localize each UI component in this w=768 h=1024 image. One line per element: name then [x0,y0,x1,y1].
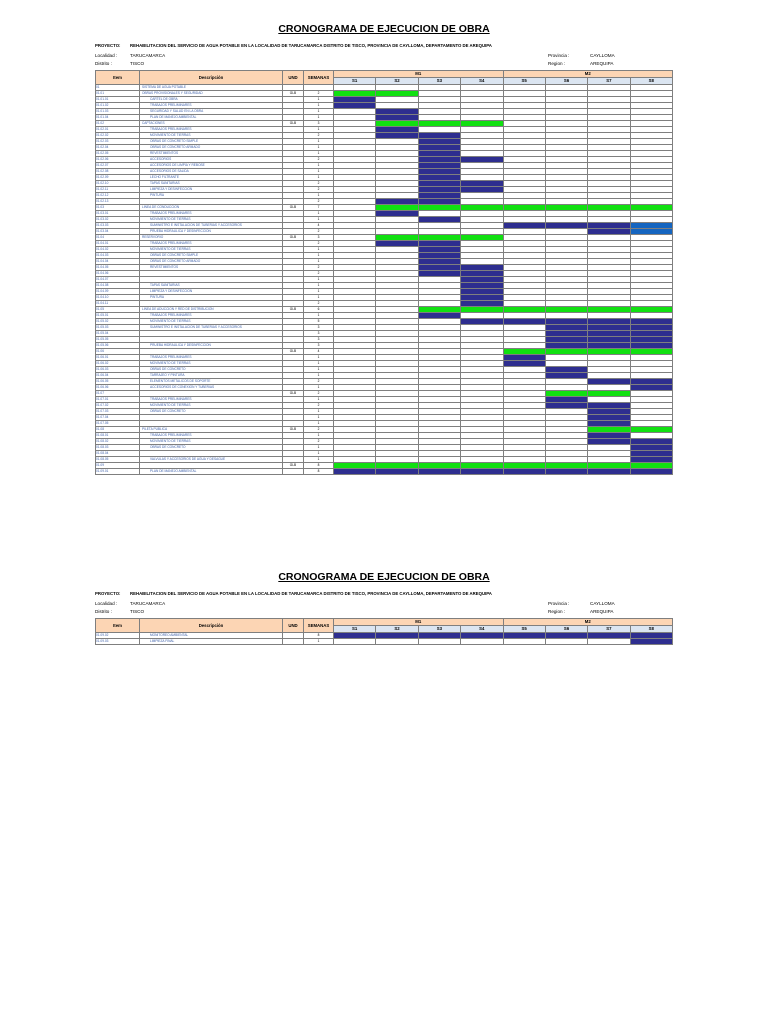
task-item-code: 01.06.05 [96,379,140,385]
task-item-code: 01.05.04 [96,331,140,337]
task-item-code: 01.08.05 [96,457,140,463]
task-unit: GLB [283,91,304,97]
task-description: TAPAS SANITARIAS [140,283,283,289]
task-description: CARTEL DE OBRA [140,97,283,103]
week-header: S2 [376,626,418,633]
task-unit: GLB [283,205,304,211]
task-weeks: 3 [304,325,334,331]
task-description: TRABAJOS PRELIMINARES [140,433,283,439]
task-item-code: 01.05.02 [96,319,140,325]
task-weeks: 1 [304,367,334,373]
header-m1: M1 [334,71,504,78]
task-unit: GLB [283,463,304,469]
task-item-code: 01.09 [96,463,140,469]
week-cell [503,639,545,645]
task-description: SEGURIDAD Y SALUD EN LA OBRA [140,109,283,115]
header-semanas: SEMANAS [304,71,334,85]
localidad-label: Localidad : [95,601,118,606]
task-weeks: 1 [304,163,334,169]
task-description: MONITOREO AMBIENTAL [140,633,283,639]
task-weeks: 1 [304,373,334,379]
project-line [95,588,673,600]
task-description: ACCESORIOS DE SALIDA [140,169,283,175]
task-weeks: 1 [304,397,334,403]
task-weeks: 1 [304,361,334,367]
task-weeks: 2 [304,439,334,445]
task-description: TAPAS SANITARIAS [140,181,283,187]
task-item-code: 01.01.01 [96,97,140,103]
header-item: Item [96,619,140,633]
week-cell [461,639,503,645]
task-description: PINTURA [140,295,283,301]
task-weeks: 2 [304,265,334,271]
task-item-code: 01.02.04 [96,145,140,151]
task-description: ACCESORIOS DE LIMPIA Y REBOSE [140,163,283,169]
task-weeks: 1 [304,253,334,259]
localidad-value: TARUCAMARCA [130,601,166,606]
document-title: CRONOGRAMA DE EJECUCION DE OBRA [278,23,490,35]
task-item-code: 01.02.05 [96,151,140,157]
task-item-code: 01.04.04 [96,259,140,265]
task-weeks: 1 [304,127,334,133]
gantt-bar [545,469,587,475]
task-weeks: 1 [304,409,334,415]
task-weeks: 1 [304,355,334,361]
localidad-line [95,52,673,60]
task-weeks: 1 [304,457,334,463]
task-weeks: 1 [304,115,334,121]
week-header: S1 [334,78,376,85]
region-value: AREQUIPA [590,609,614,614]
task-weeks: 2 [304,187,334,193]
task-description: PRUEBA HIDRAULICA Y DESINFECCION [140,229,283,235]
week-header: S4 [461,626,503,633]
task-description: REVESTIMIENTOS [140,151,283,157]
task-weeks: 2 [304,391,334,397]
task-description: LIMPIEZA Y DESINFECCION [140,187,283,193]
task-item-code: 01.07.02 [96,403,140,409]
week-header: S7 [588,626,630,633]
task-item-code: 01.07 [96,391,140,397]
gantt-bar [418,469,460,475]
task-weeks: 1 [304,277,334,283]
task-weeks: 1 [304,259,334,265]
task-weeks: 6 [304,307,334,313]
task-item-code: 01.09.02 [96,633,140,639]
task-description: OBRAS DE CONCRETO SIMPLE [140,139,283,145]
task-item-code: 01.08 [96,427,140,433]
week-header: S3 [418,78,460,85]
provincia-value: CAYLLOMA [590,53,615,58]
task-description: TRABAJOS PRELIMINARES [140,103,283,109]
gantt-bar [461,469,503,475]
task-description: SISTEMA DE AGUA POTABLE [140,85,283,91]
task-item-code: 01.02.07 [96,163,140,169]
task-description: PRUEBA HIDRAULICA Y DESINFECCION [140,343,283,349]
task-description: OBRAS DE CONCRETO [140,409,283,415]
task-description: ELEMENTOS METALICOS DE SOPORTE [140,379,283,385]
task-weeks: 2 [304,181,334,187]
task-description: OBRAS DE CONCRETO ARMADO [140,259,283,265]
task-weeks: 2 [304,241,334,247]
task-weeks: 1 [304,433,334,439]
task-weeks: 2 [304,427,334,433]
week-header: S4 [461,78,503,85]
task-item-code: 01.02.02 [96,133,140,139]
task-weeks: 1 [304,145,334,151]
task-unit: GLB [283,307,304,313]
task-weeks: 4 [304,349,334,355]
header-m2: M2 [503,619,673,626]
week-header: S6 [545,78,587,85]
task-weeks: 1 [304,217,334,223]
task-description: LIMPIEZA Y DESINFECCION [140,289,283,295]
task-item-code: 01.02.06 [96,157,140,163]
task-item-code: 01.06.06 [96,385,140,391]
task-item-code: 01.06 [96,349,140,355]
task-description: RESERVORIO [140,235,283,241]
schedule-sheet-2 [95,570,673,645]
task-item-code: 01.03.04 [96,229,140,235]
task-weeks: 2 [304,271,334,277]
task-item-code: 01.05.03 [96,325,140,331]
task-unit: GLB [283,121,304,127]
task-item-code: 01.01.04 [96,115,140,121]
header-description: Descripción [140,71,283,85]
task-description: PILETA PUBLICA [140,427,283,433]
task-item-code: 01.08.04 [96,451,140,457]
task-item-code: 01.07.04 [96,415,140,421]
provincia-value: CAYLLOMA [590,601,615,606]
week-header: S1 [334,626,376,633]
distrito-label: Distrito : [95,61,112,66]
task-description: OBRAS DE CONCRETO ARMADO [140,145,283,151]
localidad-value: TARUCAMARCA [130,53,166,58]
task-item-code: 01.02.11 [96,187,140,193]
task-item-code: 01.04.06 [96,271,140,277]
task-description: MOVIMIENTO DE TIERRAS [140,439,283,445]
task-item-code: 01.04.01 [96,241,140,247]
project-value: REHABILITACION DEL SERVICIO DE AGUA POTABLE EN LA LOCALIDAD DE TARUCAMARCA DISTRITO DE TISCO, PROVINCIA DE CAYLLOMA, DEPARTAMENTO DE AREQUIPA [130,43,492,48]
task-description: MOVIMIENTO DE TIERRAS [140,361,283,367]
task-item-code: 01.08.01 [96,433,140,439]
task-unit: GLB [283,235,304,241]
gantt-bar [503,469,545,475]
document-title: CRONOGRAMA DE EJECUCION DE OBRA [278,571,490,583]
task-weeks: 1 [304,451,334,457]
task-item-code: 01.01.03 [96,109,140,115]
task-weeks: 2 [304,379,334,385]
task-item-code: 01.02.08 [96,169,140,175]
task-unit: GLB [283,349,304,355]
task-description: ACCESORIOS [140,157,283,163]
task-description: MOVIMIENTO DE TIERRAS [140,217,283,223]
region-value: AREQUIPA [590,61,614,66]
task-unit [283,469,304,475]
task-item-code: 01.02 [96,121,140,127]
week-header: S5 [503,626,545,633]
localidad-label: Localidad : [95,53,118,58]
header-description: Descripción [140,619,283,633]
task-unit: GLB [283,391,304,397]
task-weeks: 3 [304,235,334,241]
task-description: TRABAJOS PRELIMINARES [140,397,283,403]
project-value: REHABILITACION DEL SERVICIO DE AGUA POTABLE EN LA LOCALIDAD DE TARUCAMARCA DISTRITO DE TISCO, PROVINCIA DE CAYLLOMA, DEPARTAMENTO DE AREQUIPA [130,591,492,596]
task-item-code: 01.04.11 [96,301,140,307]
header-und: UND [283,619,304,633]
task-weeks: 2 [304,199,334,205]
week-header: S8 [630,626,672,633]
task-description: OBRAS DE CONCRETO SIMPLE [140,253,283,259]
task-item-code: 01 [96,85,140,91]
task-item-code: 01.05.05 [96,337,140,343]
task-weeks: 3 [304,343,334,349]
task-unit [283,639,304,645]
task-description: PINTURA [140,193,283,199]
task-description: MOVIMIENTO DE TIERRAS [140,247,283,253]
header-row [96,71,673,78]
task-weeks: 8 [304,633,334,639]
task-item-code: 01.04.09 [96,289,140,295]
task-weeks: 1 [304,139,334,145]
task-description: REVESTIMIENTOS [140,265,283,271]
task-weeks: 2 [304,91,334,97]
gantt-body [96,619,673,645]
task-description: TARRAJEO Y PINTURA [140,373,283,379]
task-weeks: 1 [304,295,334,301]
distrito-line [95,608,673,616]
task-item-code: 01.08.03 [96,445,140,451]
task-weeks: 1 [304,415,334,421]
task-description: SUMINISTRO E INSTALACION DE TUBERIAS Y ACCESORIOS [140,223,283,229]
task-item-code: 01.07.03 [96,409,140,415]
task-item-code: 01.03.03 [96,223,140,229]
task-item-code: 01.09.03 [96,639,140,645]
task-weeks: 8 [304,463,334,469]
task-weeks: 1 [304,193,334,199]
task-item-code: 01.06.01 [96,355,140,361]
task-weeks: 2 [304,157,334,163]
task-weeks: 8 [304,469,334,475]
task-weeks: 1 [304,211,334,217]
task-weeks: 1 [304,639,334,645]
project-label: PROYECTO: [95,591,121,596]
gantt-table [95,70,673,475]
header-row [96,619,673,626]
task-item-code: 01.02.03 [96,139,140,145]
schedule-sheet-1 [95,22,673,475]
task-item-code: 01.04.02 [96,247,140,253]
header-item: Item [96,71,140,85]
task-description: LINEA DE CONDUCCION [140,205,283,211]
week-cell [588,639,630,645]
week-header: S3 [418,626,460,633]
project-label: PROYECTO: [95,43,121,48]
task-description: LECHO FILTRANTE [140,175,283,181]
task-weeks: 1 [304,97,334,103]
task-weeks: 1 [304,151,334,157]
gantt-bar [630,639,672,645]
task-item-code: 01.02.09 [96,175,140,181]
task-item-code: 01.05.06 [96,343,140,349]
task-item-code: 01.02.10 [96,181,140,187]
task-item-code: 01.06.03 [96,367,140,373]
task-unit: GLB [283,427,304,433]
table-row [96,469,673,475]
week-cell [334,639,376,645]
task-item-code: 01.03.02 [96,217,140,223]
task-item-code: 01.04.07 [96,277,140,283]
task-item-code: 01.04 [96,235,140,241]
task-weeks: 5 [304,319,334,325]
task-weeks: 2 [304,301,334,307]
task-description: MOVIMIENTO DE TIERRAS [140,319,283,325]
task-description: TRABAJOS PRELIMINARES [140,127,283,133]
task-description: CAPTACIONES [140,121,283,127]
week-header: S7 [588,78,630,85]
table-row [96,639,673,645]
gantt-bar [588,469,630,475]
task-description: OBRAS DE CONCRETO [140,445,283,451]
task-item-code: 01.05.01 [96,313,140,319]
task-description: TRABAJOS PRELIMINARES [140,211,283,217]
task-item-code: 01.07.01 [96,397,140,403]
task-description: OBRAS PROVISIONALES Y SEGURIDAD [140,91,283,97]
provincia-label: Provincia : [548,53,570,58]
task-item-code: 01.02.13 [96,199,140,205]
task-description: LINEA DE ADUCCION Y RED DE DISTRIBUCION [140,307,283,313]
gantt-table [95,618,673,645]
task-item-code: 01.03 [96,205,140,211]
task-item-code: 01.04.05 [96,265,140,271]
task-weeks: 1 [304,247,334,253]
distrito-value: TISCO [130,61,145,66]
task-item-code: 01.06.02 [96,361,140,367]
task-weeks: 2 [304,229,334,235]
task-weeks: 4 [304,223,334,229]
task-item-code: 01.07.05 [96,421,140,427]
distrito-value: TISCO [130,609,145,614]
task-weeks: 3 [304,121,334,127]
task-item-code: 01.06.04 [96,373,140,379]
task-item-code: 01.03.01 [96,211,140,217]
task-item-code: 01.09.01 [96,469,140,475]
task-weeks: 1 [304,445,334,451]
task-weeks: 1 [304,175,334,181]
task-weeks: 2 [304,403,334,409]
task-item-code: 01.01.02 [96,103,140,109]
distrito-label: Distrito : [95,609,112,614]
task-weeks: 2 [304,133,334,139]
gantt-bar [376,469,418,475]
header-m2: M2 [503,71,673,78]
header-semanas: SEMANAS [304,619,334,633]
header-und: UND [283,71,304,85]
task-weeks: 1 [304,421,334,427]
task-description: TRABAJOS PRELIMINARES [140,313,283,319]
week-cell [376,639,418,645]
task-item-code: 01.02.01 [96,127,140,133]
task-weeks: 1 [304,283,334,289]
week-header: S8 [630,78,672,85]
task-weeks: 3 [304,337,334,343]
task-weeks: 1 [304,313,334,319]
task-weeks: 1 [304,169,334,175]
localidad-line [95,600,673,608]
task-weeks: 1 [304,109,334,115]
week-header: S2 [376,78,418,85]
task-item-code: 01.04.08 [96,283,140,289]
header-m1: M1 [334,619,504,626]
gantt-body [96,71,673,475]
task-description: SUMINISTRO E INSTALACION DE TUBERIAS Y ACCESORIOS [140,325,283,331]
week-cell [545,639,587,645]
week-header: S6 [545,626,587,633]
task-description: OBRAS DE CONCRETO [140,367,283,373]
task-item-code: 01.01 [96,91,140,97]
task-weeks: 1 [304,385,334,391]
task-item-code: 01.02.12 [96,193,140,199]
gantt-bar [630,469,672,475]
task-item-code: 01.04.10 [96,295,140,301]
task-description: MOVIMIENTO DE TIERRAS [140,133,283,139]
task-description: TRABAJOS PRELIMINARES [140,241,283,247]
task-description: PLAN DE MANEJO AMBIENTAL [140,469,283,475]
task-weeks: 3 [304,331,334,337]
task-description: ACCESORIOS DE CONEXION Y TUBERIAS [140,385,283,391]
task-weeks: 7 [304,205,334,211]
task-weeks: 1 [304,289,334,295]
task-weeks: 1 [304,103,334,109]
task-description: MOVIMIENTO DE TIERRAS [140,403,283,409]
task-item-code: 01.08.02 [96,439,140,445]
task-item-code: 01.04.03 [96,253,140,259]
project-line [95,40,673,52]
region-label: Region : [548,609,566,614]
task-description: TRABAJOS PRELIMINARES [140,355,283,361]
week-header: S5 [503,78,545,85]
task-item-code: 01.05 [96,307,140,313]
week-cell [418,639,460,645]
gantt-bar [334,469,376,475]
task-description: VALVULAS Y ACCESORIOS DE AGUA Y DESAGUE [140,457,283,463]
region-label: Region : [548,61,566,66]
distrito-line [95,60,673,68]
task-description: LIMPIEZA FINAL [140,639,283,645]
task-description: PLAN DE MANEJO AMBIENTAL [140,115,283,121]
provincia-label: Provincia : [548,601,570,606]
